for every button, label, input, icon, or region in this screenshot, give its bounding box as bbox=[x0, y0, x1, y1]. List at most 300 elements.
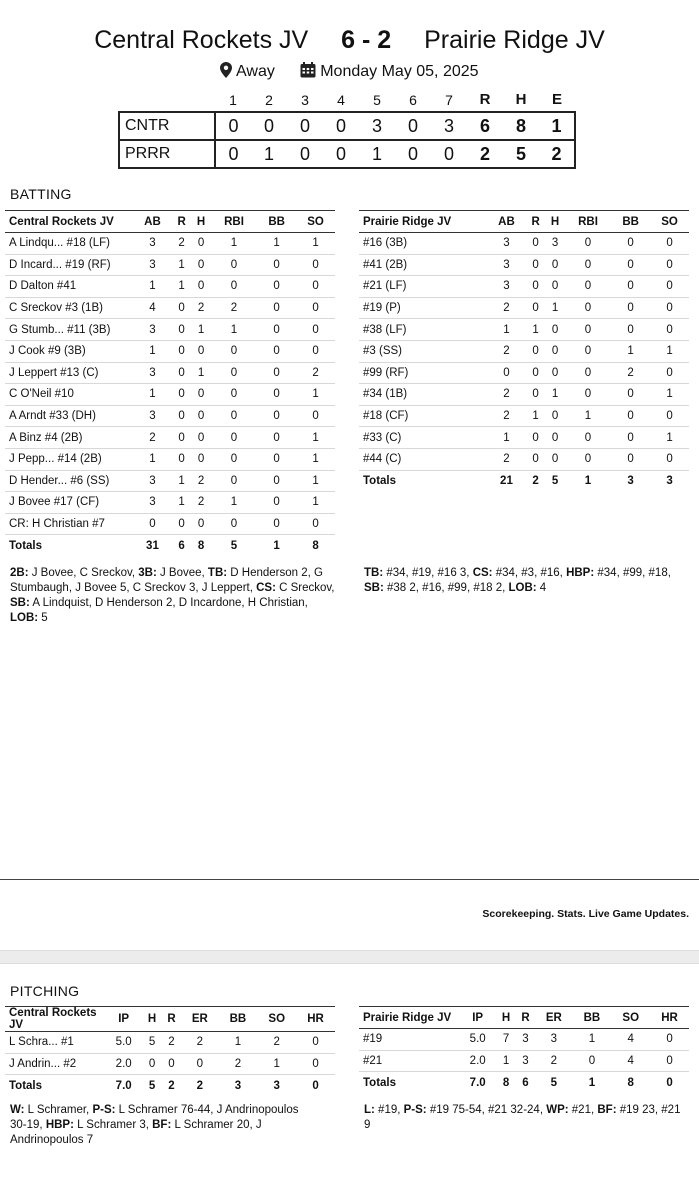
stat-cell: 1 bbox=[133, 276, 172, 298]
column-header: ER bbox=[181, 1007, 218, 1032]
stat-cell: 0 bbox=[611, 254, 650, 276]
stat-cell: 0 bbox=[191, 513, 210, 535]
note-text: J Bovee, C Sreckov, bbox=[28, 567, 139, 579]
inning-header: 7 bbox=[445, 91, 453, 108]
total-cell: 2 bbox=[532, 475, 539, 488]
player-name: J Cook #9 (3B) bbox=[5, 340, 133, 362]
inning-header: 3 bbox=[301, 91, 309, 108]
stat-cell: 0 bbox=[545, 319, 564, 341]
stat-cell: 0 bbox=[611, 384, 650, 406]
stat-cell: 0 bbox=[162, 1053, 181, 1075]
note-label: CS: bbox=[256, 582, 276, 594]
column-header: IP bbox=[105, 1007, 142, 1032]
table-row bbox=[5, 427, 335, 449]
stat-cell: 5.0 bbox=[105, 1032, 142, 1054]
stat-cell: 0 bbox=[611, 319, 650, 341]
stat-cell: 0 bbox=[142, 1053, 161, 1075]
stat-cell: 0 bbox=[172, 340, 191, 362]
player-name: A Binz #4 (2B) bbox=[5, 427, 133, 449]
stat-cell: 4 bbox=[611, 1029, 650, 1051]
stat-cell: 7 bbox=[496, 1029, 515, 1051]
note-text: #21, bbox=[568, 1104, 598, 1116]
inning-score: 0 bbox=[215, 140, 251, 168]
total-cell: 6 bbox=[178, 539, 185, 552]
stat-cell: 0 bbox=[172, 405, 191, 427]
stat-cell: 0 bbox=[296, 1053, 335, 1075]
linescore-team: PRRR bbox=[119, 140, 215, 168]
stat-cell: 0 bbox=[296, 297, 335, 319]
player-name: #18 (CF) bbox=[359, 405, 487, 427]
stat-cell: 0 bbox=[191, 254, 210, 276]
stat-cell: 2 bbox=[191, 492, 210, 514]
column-header: R bbox=[162, 1007, 181, 1032]
home-team-name: Central Rockets JV bbox=[94, 26, 309, 54]
table-row bbox=[359, 276, 689, 298]
stat-cell: 0 bbox=[526, 384, 545, 406]
note-label: TB: bbox=[207, 567, 228, 579]
stat-cell: 0 bbox=[211, 362, 257, 384]
stat-cell: 0 bbox=[565, 276, 611, 298]
table-row bbox=[359, 427, 689, 449]
stat-cell: 1 bbox=[296, 448, 335, 470]
stat-cell: 1 bbox=[573, 1029, 612, 1051]
note-label: W: bbox=[10, 1104, 25, 1116]
team-column-header: Central Rockets JV bbox=[5, 211, 133, 233]
errors-header: E bbox=[551, 91, 562, 108]
inning-header: 5 bbox=[373, 91, 381, 108]
pitching-section-title: PITCHING bbox=[10, 983, 80, 999]
table-row bbox=[359, 362, 689, 384]
stat-cell: 0 bbox=[257, 362, 296, 384]
inning-header: 2 bbox=[265, 91, 273, 108]
stat-cell: 1 bbox=[172, 276, 191, 298]
note-label: HBP: bbox=[566, 567, 595, 579]
note-text: #19, bbox=[374, 1104, 404, 1116]
note-text: D Henderson 2, G Stumbaugh, J Bovee 5, C Sreckov 3, J Leppert, bbox=[10, 567, 323, 594]
pitching-table-home bbox=[5, 1006, 335, 1096]
total-cell: 0 bbox=[312, 1079, 319, 1092]
note-text: C Sreckov, bbox=[275, 582, 335, 594]
stat-cell: 0 bbox=[296, 513, 335, 535]
location-pin-icon bbox=[220, 62, 232, 78]
stat-cell: 2 bbox=[162, 1032, 181, 1054]
note-label: BF: bbox=[152, 1119, 172, 1131]
stat-cell: 0 bbox=[191, 384, 210, 406]
column-header: R bbox=[516, 1007, 535, 1029]
linescore-team: CNTR bbox=[119, 112, 215, 140]
column-header: R bbox=[172, 211, 191, 233]
game-meta bbox=[0, 62, 699, 81]
header-row bbox=[359, 1007, 689, 1029]
stat-cell: 0 bbox=[526, 340, 545, 362]
stat-cell: 1 bbox=[296, 470, 335, 492]
table-row bbox=[359, 1050, 689, 1072]
stat-cell: 0 bbox=[526, 427, 545, 449]
runs-header: R bbox=[479, 91, 491, 108]
stat-cell: 0 bbox=[545, 448, 564, 470]
stat-cell: 2 bbox=[535, 1050, 572, 1072]
stat-cell: 3 bbox=[487, 233, 526, 255]
stat-cell: 0 bbox=[565, 384, 611, 406]
column-header: SO bbox=[611, 1007, 650, 1029]
stat-cell: 1 bbox=[211, 319, 257, 341]
stat-cell: 0 bbox=[650, 297, 689, 319]
stat-cell: 0 bbox=[611, 427, 650, 449]
column-header: AB bbox=[133, 211, 172, 233]
player-name: J Leppert #13 (C) bbox=[5, 362, 133, 384]
note-text: L Schramer, bbox=[24, 1104, 93, 1116]
stat-cell: 0 bbox=[650, 1029, 689, 1051]
note-text: A Lindquist, D Henderson 2, D Incardone, H Christian, bbox=[29, 597, 308, 609]
note-label: WP: bbox=[546, 1104, 569, 1116]
player-name: #16 (3B) bbox=[359, 233, 487, 255]
runs-total: 2 bbox=[467, 140, 503, 168]
note-label: LOB: bbox=[508, 582, 537, 594]
column-header: ER bbox=[535, 1007, 572, 1029]
total-cell: 3 bbox=[273, 1079, 280, 1092]
stat-cell: 1 bbox=[172, 470, 191, 492]
stat-cell: 0 bbox=[211, 254, 257, 276]
stat-cell: 1 bbox=[526, 319, 545, 341]
player-name: #44 (C) bbox=[359, 448, 487, 470]
player-name: #99 (RF) bbox=[359, 362, 487, 384]
total-cell: 21 bbox=[500, 475, 513, 488]
player-name: #21 bbox=[359, 1050, 459, 1072]
player-name: #21 (LF) bbox=[359, 276, 487, 298]
stat-cell: 0 bbox=[611, 448, 650, 470]
stat-cell: 0 bbox=[545, 362, 564, 384]
table-row bbox=[5, 1032, 335, 1054]
header-row bbox=[5, 211, 335, 233]
stat-cell: 1 bbox=[172, 492, 191, 514]
game-header bbox=[0, 26, 699, 55]
note-text: #19 75-54, #21 32-24, bbox=[426, 1104, 547, 1116]
stat-cell: 0 bbox=[487, 362, 526, 384]
total-cell: 1 bbox=[588, 1076, 596, 1089]
stat-cell: 0 bbox=[545, 427, 564, 449]
stat-cell: 0 bbox=[565, 319, 611, 341]
note-text: #34, #99, #18, bbox=[594, 567, 671, 579]
pitching-table-away bbox=[359, 1006, 689, 1093]
team-column-header: Central Rockets JV bbox=[5, 1007, 105, 1032]
stat-cell: 0 bbox=[257, 254, 296, 276]
note-text: #38 2, #16, #99, #18 2, bbox=[383, 582, 509, 594]
stat-cell: 0 bbox=[257, 513, 296, 535]
stat-cell: 3 bbox=[535, 1029, 572, 1051]
batting-table-home bbox=[5, 210, 335, 556]
inning-score: 0 bbox=[215, 112, 251, 140]
stat-cell: 0 bbox=[172, 297, 191, 319]
stat-cell: 3 bbox=[516, 1050, 535, 1072]
stat-cell: 2 bbox=[487, 340, 526, 362]
footer-tagline: Scorekeeping. Stats. Live Game Updates. bbox=[482, 908, 689, 920]
stat-cell: 1 bbox=[172, 254, 191, 276]
total-cell: 5 bbox=[230, 539, 238, 552]
inning-score: 0 bbox=[287, 140, 323, 168]
inning-header: 4 bbox=[337, 91, 345, 108]
note-text: #19 23, #21 9 bbox=[364, 1104, 681, 1131]
player-name: A Lindqu... #18 (LF) bbox=[5, 233, 133, 255]
column-header: AB bbox=[487, 211, 526, 233]
total-cell: 8 bbox=[312, 539, 319, 552]
table-row bbox=[5, 233, 335, 255]
total-cell: 0 bbox=[666, 1076, 673, 1089]
final-score: 6 - 2 bbox=[341, 26, 392, 54]
inning-score: 1 bbox=[359, 140, 395, 168]
stat-cell: 1 bbox=[211, 492, 257, 514]
stat-cell: 0 bbox=[172, 448, 191, 470]
player-name: G Stumb... #11 (3B) bbox=[5, 319, 133, 341]
total-cell: 6 bbox=[522, 1076, 529, 1089]
table-row bbox=[5, 362, 335, 384]
away-team-name: Prairie Ridge JV bbox=[424, 26, 605, 54]
stat-cell: 0 bbox=[296, 276, 335, 298]
stat-cell: 3 bbox=[133, 362, 172, 384]
stat-cell: 0 bbox=[611, 405, 650, 427]
inning-score: 0 bbox=[395, 112, 431, 140]
stat-cell: 0 bbox=[650, 276, 689, 298]
player-name: #38 (LF) bbox=[359, 319, 487, 341]
stat-cell: 0 bbox=[211, 470, 257, 492]
team-column-header: Prairie Ridge JV bbox=[359, 211, 487, 233]
table-row bbox=[5, 254, 335, 276]
table-row bbox=[5, 319, 335, 341]
stat-cell: 0 bbox=[611, 233, 650, 255]
stat-cell: 0 bbox=[257, 297, 296, 319]
errors-total: 1 bbox=[539, 112, 575, 140]
total-cell: 2 bbox=[168, 1079, 175, 1092]
stat-cell: 2 bbox=[133, 427, 172, 449]
stat-cell: 1 bbox=[650, 340, 689, 362]
total-cell: 3 bbox=[627, 475, 634, 488]
inning-header: 1 bbox=[229, 91, 237, 108]
team-column-header: Prairie Ridge JV bbox=[359, 1007, 459, 1029]
stat-cell: 0 bbox=[650, 405, 689, 427]
stat-cell: 0 bbox=[172, 319, 191, 341]
stat-cell: 0 bbox=[611, 276, 650, 298]
stat-cell: 1 bbox=[211, 233, 257, 255]
calendar-icon bbox=[300, 62, 316, 78]
stat-cell: 0 bbox=[526, 276, 545, 298]
column-header: IP bbox=[459, 1007, 496, 1029]
stat-cell: 0 bbox=[133, 513, 172, 535]
totals-label: Totals bbox=[363, 475, 397, 488]
stat-cell: 0 bbox=[545, 276, 564, 298]
stat-cell: 0 bbox=[172, 427, 191, 449]
stat-cell: 3 bbox=[133, 470, 172, 492]
note-label: CS: bbox=[472, 567, 493, 579]
stat-cell: 0 bbox=[181, 1053, 218, 1075]
stat-cell: 2.0 bbox=[459, 1050, 496, 1072]
stat-cell: 0 bbox=[211, 448, 257, 470]
inning-score: 3 bbox=[431, 112, 467, 140]
table-row bbox=[5, 340, 335, 362]
stat-cell: 0 bbox=[545, 405, 564, 427]
note-label: TB: bbox=[364, 567, 384, 579]
table-row bbox=[359, 340, 689, 362]
note-text: J Bovee, bbox=[156, 567, 208, 579]
linescore-table bbox=[118, 88, 576, 169]
stat-cell: 0 bbox=[565, 233, 611, 255]
stat-cell: 1 bbox=[257, 233, 296, 255]
column-header: BB bbox=[219, 1007, 258, 1032]
table-row bbox=[359, 254, 689, 276]
stat-cell: 0 bbox=[172, 384, 191, 406]
stat-cell: 2 bbox=[181, 1032, 218, 1054]
stat-cell: 2 bbox=[191, 297, 210, 319]
stat-cell: 4 bbox=[133, 297, 172, 319]
stat-cell: 3 bbox=[487, 276, 526, 298]
column-header: H bbox=[191, 211, 210, 233]
player-name: #33 (C) bbox=[359, 427, 487, 449]
stat-cell: 1 bbox=[487, 427, 526, 449]
stat-cell: 1 bbox=[133, 340, 172, 362]
column-header: SO bbox=[257, 1007, 296, 1032]
hits-header: H bbox=[515, 91, 527, 108]
table-row bbox=[359, 319, 689, 341]
stat-cell: 1 bbox=[545, 297, 564, 319]
player-name: #41 (2B) bbox=[359, 254, 487, 276]
stat-cell: 0 bbox=[191, 448, 210, 470]
stat-cell: 1 bbox=[496, 1050, 515, 1072]
player-name: J Bovee #17 (CF) bbox=[5, 492, 133, 514]
stat-cell: 5 bbox=[142, 1032, 161, 1054]
inning-score: 0 bbox=[251, 112, 287, 140]
stat-cell: 2 bbox=[219, 1053, 258, 1075]
stat-cell: 0 bbox=[526, 297, 545, 319]
inning-score: 0 bbox=[323, 112, 359, 140]
stat-cell: 1 bbox=[191, 362, 210, 384]
player-name: #19 bbox=[359, 1029, 459, 1051]
stat-cell: 0 bbox=[257, 427, 296, 449]
stat-cell: 1 bbox=[219, 1032, 258, 1054]
pitching-notes-home bbox=[10, 1103, 310, 1148]
column-header: SO bbox=[650, 211, 689, 233]
player-name: J Andrin... #2 bbox=[5, 1053, 105, 1075]
total-cell: 8 bbox=[197, 539, 205, 552]
stat-cell: 0 bbox=[650, 319, 689, 341]
totals-row bbox=[359, 470, 689, 492]
stat-cell: 0 bbox=[172, 362, 191, 384]
note-text: 5 bbox=[38, 612, 48, 624]
stat-cell: 1 bbox=[650, 384, 689, 406]
stat-cell: 2 bbox=[257, 1032, 296, 1054]
stat-cell: 2 bbox=[487, 297, 526, 319]
column-header: H bbox=[496, 1007, 515, 1029]
total-cell: 7.0 bbox=[115, 1079, 132, 1092]
stat-cell: 0 bbox=[257, 340, 296, 362]
total-cell: 5 bbox=[551, 475, 559, 488]
note-text: L Schramer 76-44, J Andrinopoulos 30-19, bbox=[10, 1104, 299, 1131]
stat-cell: 1 bbox=[650, 427, 689, 449]
table-row bbox=[359, 297, 689, 319]
stat-cell: 0 bbox=[172, 513, 191, 535]
stat-cell: 0 bbox=[296, 319, 335, 341]
table-row bbox=[359, 448, 689, 470]
stat-cell: 0 bbox=[545, 254, 564, 276]
stat-cell: 1 bbox=[526, 405, 545, 427]
column-header: SO bbox=[296, 211, 335, 233]
stat-cell: 0 bbox=[211, 340, 257, 362]
stat-cell: 1 bbox=[296, 233, 335, 255]
linescore-row bbox=[119, 112, 575, 140]
table-row bbox=[5, 405, 335, 427]
stat-cell: 0 bbox=[191, 340, 210, 362]
stat-cell: 0 bbox=[526, 362, 545, 384]
inning-score: 1 bbox=[251, 140, 287, 168]
totals-label: Totals bbox=[9, 1079, 43, 1092]
stat-cell: 0 bbox=[565, 254, 611, 276]
stat-cell: 3 bbox=[133, 254, 172, 276]
game-location: Away bbox=[236, 63, 275, 80]
player-name: C Sreckov #3 (1B) bbox=[5, 297, 133, 319]
note-label: SB: bbox=[364, 582, 384, 594]
totals-label: Totals bbox=[9, 539, 43, 552]
player-name: D Incard... #19 (RF) bbox=[5, 254, 133, 276]
note-label: P-S: bbox=[92, 1104, 116, 1116]
stat-cell: 0 bbox=[565, 427, 611, 449]
player-name: D Dalton #41 bbox=[5, 276, 133, 298]
header-row bbox=[359, 211, 689, 233]
hits-total: 8 bbox=[503, 112, 539, 140]
stat-cell: 0 bbox=[650, 1050, 689, 1072]
stat-cell: 0 bbox=[611, 297, 650, 319]
stat-cell: 3 bbox=[133, 319, 172, 341]
total-cell: 1 bbox=[584, 475, 592, 488]
stat-cell: 0 bbox=[257, 448, 296, 470]
stat-cell: 0 bbox=[565, 340, 611, 362]
table-row bbox=[5, 448, 335, 470]
column-header: BB bbox=[611, 211, 650, 233]
stat-cell: 0 bbox=[296, 254, 335, 276]
totals-row bbox=[359, 1072, 689, 1094]
note-label: BF: bbox=[597, 1104, 617, 1116]
stat-cell: 0 bbox=[650, 233, 689, 255]
table-row bbox=[5, 513, 335, 535]
total-cell: 31 bbox=[146, 539, 159, 552]
player-name: #34 (1B) bbox=[359, 384, 487, 406]
stat-cell: 0 bbox=[257, 405, 296, 427]
player-name: J Pepp... #14 (2B) bbox=[5, 448, 133, 470]
runs-total: 6 bbox=[467, 112, 503, 140]
stat-cell: 0 bbox=[526, 233, 545, 255]
table-row bbox=[5, 470, 335, 492]
batting-section-title: BATTING bbox=[10, 186, 72, 202]
inning-score: 0 bbox=[395, 140, 431, 168]
column-header: BB bbox=[573, 1007, 612, 1029]
inning-score: 3 bbox=[359, 112, 395, 140]
stat-cell: 0 bbox=[565, 362, 611, 384]
stat-cell: 0 bbox=[191, 427, 210, 449]
totals-row bbox=[5, 1075, 335, 1097]
player-name: #3 (SS) bbox=[359, 340, 487, 362]
game-date: Monday May 05, 2025 bbox=[320, 63, 479, 80]
total-cell: 3 bbox=[234, 1079, 242, 1092]
inning-score: 0 bbox=[323, 140, 359, 168]
header-row bbox=[5, 1007, 335, 1032]
note-label: HBP: bbox=[45, 1119, 74, 1131]
stat-cell: 0 bbox=[296, 340, 335, 362]
stat-cell: 0 bbox=[257, 492, 296, 514]
table-row bbox=[359, 233, 689, 255]
stat-cell: 0 bbox=[650, 254, 689, 276]
stat-cell: 2 bbox=[611, 362, 650, 384]
stat-cell: 1 bbox=[296, 492, 335, 514]
column-header: H bbox=[142, 1007, 161, 1032]
stat-cell: 4 bbox=[611, 1050, 650, 1072]
stat-cell: 0 bbox=[257, 384, 296, 406]
stat-cell: 1 bbox=[296, 427, 335, 449]
